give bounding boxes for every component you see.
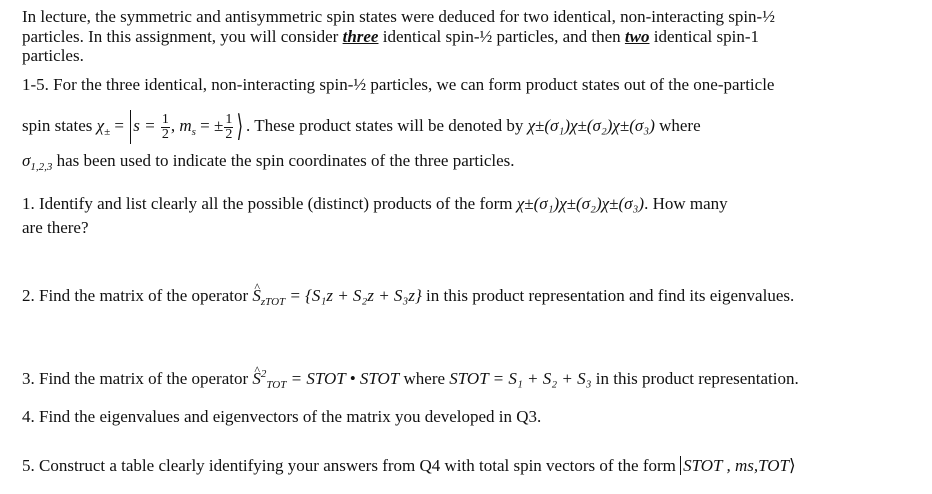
q1-how-many: . How many <box>644 194 728 213</box>
q3-text: 3. Find the matrix of the operator <box>22 369 249 388</box>
section-heading <box>22 75 774 95</box>
intro-line-1 <box>22 7 775 27</box>
question-5 <box>22 456 796 476</box>
sigma-text: has been used to indicate the spin coordinates of the three particles. <box>56 151 515 170</box>
question-3 <box>22 364 799 395</box>
intro-text-2a: particles. In this assignment, you will consider <box>22 27 343 46</box>
intro-line-2 <box>22 27 759 47</box>
ms-symbol: $m_s$ <box>179 116 196 138</box>
q5-text: 5. Construct a table clearly identifying your answers from Q4 with total spin vectors of the form <box>22 456 676 475</box>
question-1 <box>22 194 728 214</box>
q3-dot-product: = STOT • STOT <box>290 369 400 388</box>
question-2 <box>22 286 794 312</box>
intro-text-3: particles. <box>22 46 84 65</box>
q3-text-end: in this product representation. <box>595 369 799 388</box>
q2-text: 2. Find the matrix of the operator <box>22 286 249 305</box>
sigma-line <box>22 151 515 177</box>
question-1-cont <box>22 218 89 238</box>
intro-text-2b: identical spin-½ particles, and then <box>378 27 625 46</box>
emphasis-two: two <box>624 27 650 46</box>
intro-text-1: In lecture, the symmetric and antisymmetric spin states were deduced for two identical, non-interacting spin-½ <box>22 7 775 26</box>
s-equals: s = <box>133 116 156 135</box>
chi-symbol: $\chi_\pm$ <box>96 116 111 138</box>
q3-operator: ^ $S^2_{TOT}$ <box>252 369 286 388</box>
q1-text: 1. Identify and list clearly all the possible (distinct) products of the form <box>22 194 513 213</box>
product-expression: χ±(σ₁)χ±(σ₂)χ±(σ₃) <box>527 116 655 135</box>
q2-text-end: in this product representation and find its eigenvalues. <box>426 286 795 305</box>
q5-ket: STOT , ms,TOT⟩ <box>680 456 795 475</box>
q1-text-cont: are there? <box>22 218 89 237</box>
fraction-half-2: $\frac{1}{2}$ <box>225 111 233 142</box>
sigma-symbol: $\sigma_{1,2,3}$ <box>22 151 53 173</box>
q3-sum-expression: STOT = S₁ + S₂ + S₃ <box>449 369 592 388</box>
fraction-half-1: $\frac{1}{2}$ <box>161 111 169 142</box>
emphasis-three: three <box>342 27 379 46</box>
q3-where: where <box>403 369 446 388</box>
intro-line-3 <box>22 46 84 66</box>
ket-right-angle: ⟩ <box>236 110 244 144</box>
intro-text-2c: identical spin-1 <box>649 27 760 46</box>
section-heading-text: 1-5. For the three identical, non-interacting spin-½ particles, we can form product states out of the one-particle <box>22 75 775 94</box>
q2-operator-sum: = {S₁z + S₂z + S₃z} <box>289 286 422 305</box>
spin-states-label: spin states <box>22 116 93 135</box>
ket-left-bar <box>130 110 131 144</box>
where-text: where <box>659 116 701 135</box>
q4-text: 4. Find the eigenvalues and eigenvectors of the matrix you developed in Q3. <box>22 407 542 426</box>
equals-pm: = ± <box>200 116 224 135</box>
q1-product-expression: χ±(σ₁)χ±(σ₂)χ±(σ₃) <box>516 194 645 213</box>
q2-operator: ^ $S_{zTOT}$ <box>252 286 285 305</box>
product-states-text: . These product states will be denoted by <box>246 116 524 135</box>
spin-states-line: spin states $\chi_\pm = s$ = $\frac{1}{2}$ , $m_s$ = ± $\frac{1}{2}$ ⟩ . These product states will be denoted by χ±(σ₁)χ±(σ₂)χ±(σ₃) where <box>22 110 701 144</box>
question-4 <box>22 407 541 427</box>
